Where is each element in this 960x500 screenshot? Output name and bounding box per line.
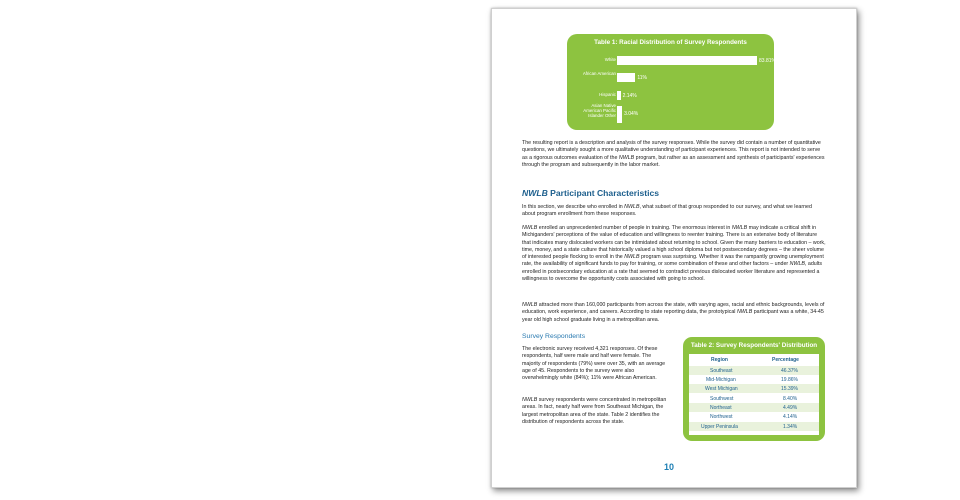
table-cell-region: Southwest xyxy=(710,395,734,402)
bar-label-white: White xyxy=(604,57,616,62)
bar-value-hispanic: 2.14% xyxy=(622,93,637,99)
table-cell-region: West Michigan xyxy=(705,385,738,392)
respondents-paragraph-2: NWLB survey respondents were concentrated in metropolitan areas. In fact, nearly half were from Southeast Michigan, the largest metropolitan area of the state. Table 2 identifies the distribution of respondents across the state. xyxy=(522,397,667,425)
table-cell-percentage: 4.49% xyxy=(783,404,798,411)
table-row xyxy=(689,422,819,431)
section-paragraph-3: NWLB attracted more than 160,000 participants from across the state, with varying ages, racial and ethnic backgrounds, levels of education, work experience, and careers. According to state reporting data, the prototypical NWLB participant was a white, 34-45 year old high school graduate living in a metropolitan area. xyxy=(522,302,825,323)
section-paragraph-2: NWLB enrolled an unprecedented number of people in training. The enormous interest in NWLB may indicate a critical shift in Michiganders' perceptions of the value of education and willingness to reenter training. There is an extensive body of literature that indicates many dislocated workers can be intimidated about returning to school. Given the many barriers to education – work, time, money, and a state culture that historically valued a high school diploma but not postsecondary degrees – the sheer volume of interested people flocking to enroll in the NWLB program was surprising. Whether it was the rampantly growing unemployment rate, the availability of significant funds to pay for training, or some combination of these and other factors – under NWLB, adults enrolled in postsecondary education at a rate that seemed to contradict previous dislocated worker literature and represented a willingness to overcome the opportunity costs associated with going to school. xyxy=(522,225,826,283)
page-number: 10 xyxy=(664,462,675,472)
survey-respondents-subhead: Survey Respondents xyxy=(522,333,586,340)
section-heading-rest: Participant Characteristics xyxy=(547,188,660,198)
table-cell-percentage: 46.37% xyxy=(781,367,798,374)
table-row xyxy=(689,394,819,403)
bar-label-other: Asian Native American Pacific Islander Other xyxy=(583,103,616,118)
racial-distribution-chart xyxy=(567,34,774,130)
table-cell-percentage: 1.34% xyxy=(783,423,798,430)
table-cell-percentage: 19.86% xyxy=(781,376,798,383)
table2-header-region: Region xyxy=(711,357,728,363)
bar-hispanic xyxy=(617,91,621,100)
section-heading-em: NWLB xyxy=(522,188,548,198)
table-row xyxy=(689,366,819,375)
bar-value-african-american: 11% xyxy=(637,75,647,81)
bar-label-african-american: African American xyxy=(582,71,616,76)
table-row xyxy=(689,375,819,384)
table-cell-region: Northeast xyxy=(710,404,732,411)
chart-title: Table 1: Racial Distribution of Survey Respondents xyxy=(594,39,747,46)
table-row xyxy=(689,384,819,393)
table-cell-region: Northwest xyxy=(710,413,733,420)
respondents-distribution-table xyxy=(683,337,825,441)
table-cell-percentage: 4.14% xyxy=(783,413,798,420)
intro-paragraph: The resulting report is a description and analysis of the survey responses. While the survey did contain a number of quantitative questions, we ultimately sought a more qualitative understanding of participant experiences. This report is not intended to serve as a rigorous outcomes evaluation of the NWLB program, but rather as an assessment and synthesis of participants' experiences through the program and subsequently in the labor market. xyxy=(522,140,825,168)
table-cell-percentage: 15.39% xyxy=(781,385,798,392)
table2-header-percentage: Percentage xyxy=(772,357,799,363)
table2-body xyxy=(689,354,819,435)
bar-label-hispanic: Hispanic xyxy=(599,92,616,97)
table-cell-region: Mid-Michigan xyxy=(706,376,736,383)
bar-african-american xyxy=(617,73,635,82)
bar-value-white: 83.81% xyxy=(759,58,776,64)
table-row xyxy=(689,412,819,421)
section-paragraph-1: In this section, we describe who enrolled in NWLB, what subset of that group responded to our survey, and what we learned about program enrollment from these responses. xyxy=(522,204,812,218)
section-heading xyxy=(522,188,659,198)
table-row xyxy=(689,403,819,412)
table-cell-percentage: 8.40% xyxy=(783,395,798,402)
table-cell-region: Southeast xyxy=(710,367,733,374)
table2-title: Table 2: Survey Respondents' Distribution xyxy=(690,342,818,349)
bar-white xyxy=(617,56,757,65)
table-cell-region: Upper Peninsula xyxy=(701,423,738,430)
bar-other xyxy=(617,106,622,123)
bar-value-other: 3.04% xyxy=(624,111,639,117)
respondents-paragraph-1: The electronic survey received 4,321 responses. Of these respondents, half were male and half were female. The majority of respondents (79%) were over 35, with an average age of 45. Respondents to the survey were also overwhelmingly white (84%); 11% were African American. xyxy=(522,346,666,382)
